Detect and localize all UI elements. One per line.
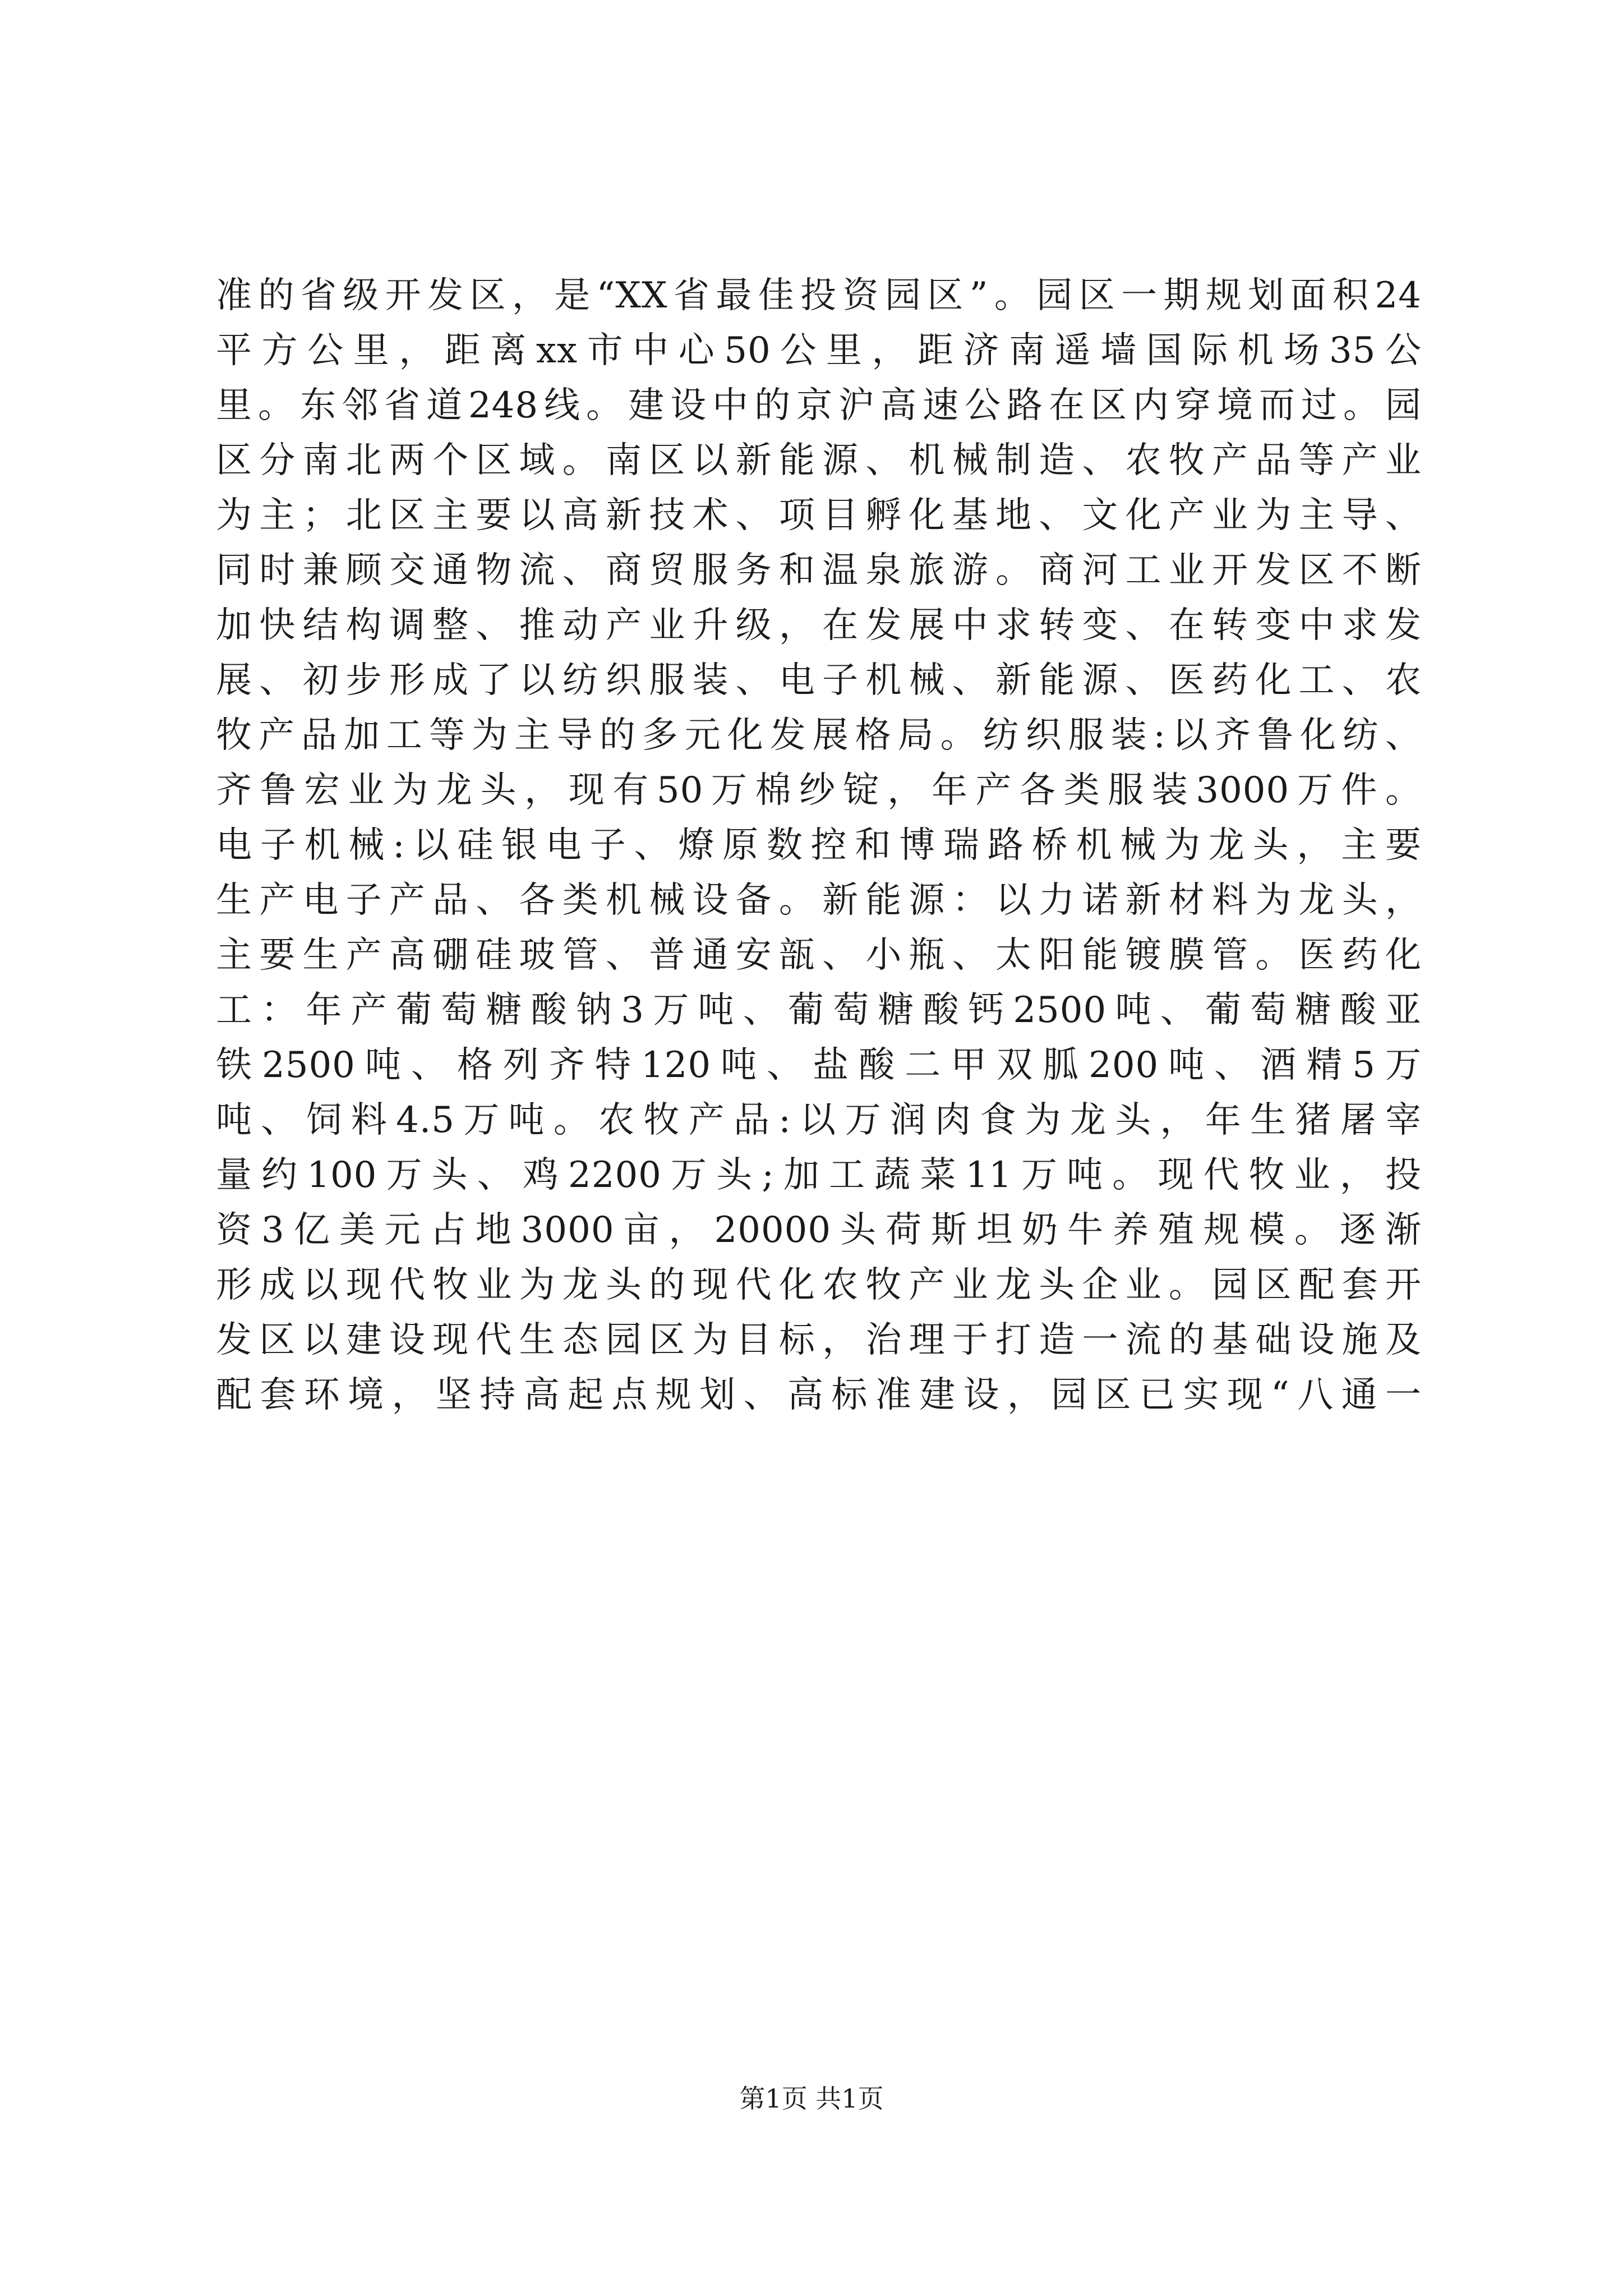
- text-line: 资3亿美元占地3000亩，20000头荷斯坦奶牛养殖规模。逐渐: [216, 1209, 1422, 1251]
- text-line: 主要生产高硼硅玻管、普通安瓿、小瓶、太阳能镀膜管。医药化: [216, 935, 1422, 976]
- text-line: 生产电子产品、各类机械设备。新能源：以力诺新材料为龙头，: [216, 880, 1422, 921]
- text-line: 吨、饲料4.5万吨。农牧产品:以万润肉食为龙头，年生猪屠宰: [216, 1099, 1422, 1141]
- text-line: 加快结构调整、推动产业升级，在发展中求转变、在转变中求发: [216, 605, 1422, 646]
- text-line: 区分南北两个区域。南区以新能源、机械制造、农牧产品等产业: [216, 440, 1422, 481]
- text-line: 电子机械:以硅银电子、燎原数控和博瑞路桥机械为龙头，主要: [216, 825, 1422, 866]
- text-line: 同时兼顾交通物流、商贸服务和温泉旅游。商河工业开发区不断: [216, 550, 1422, 591]
- page-number-label: 第1页 共1页: [739, 2083, 884, 2114]
- text-line: 工：年产葡萄糖酸钠3万吨、葡萄糖酸钙2500吨、葡萄糖酸亚: [216, 990, 1422, 1031]
- text-line: 里。东邻省道248线。建设中的京沪高速公路在区内穿境而过。园: [216, 385, 1422, 426]
- text-line: 齐鲁宏业为龙头，现有50万棉纱锭，年产各类服装3000万件。: [216, 770, 1422, 811]
- text-line: 发区以建设现代生态园区为目标，治理于打造一流的基础设施及: [216, 1319, 1422, 1361]
- text-line: 铁2500吨、格列齐特120吨、盐酸二甲双胍200吨、酒精5万: [216, 1045, 1422, 1086]
- text-line: 配套环境，坚持高起点规划、高标准建设，园区已实现“八通一: [216, 1374, 1422, 1416]
- body-paragraph: [216, 268, 1422, 1423]
- page-footer: [0, 2078, 1623, 2115]
- text-line: 形成以现代牧业为龙头的现代化农牧产业龙头企业。园区配套开: [216, 1264, 1422, 1306]
- text-line: 为主；北区主要以高新技术、项目孵化基地、文化产业为主导、: [216, 495, 1422, 536]
- text-line: 牧产品加工等为主导的多元化发展格局。纺织服装:以齐鲁化纺、: [216, 715, 1422, 756]
- text-line: 准的省级开发区，是“XX省最佳投资园区”。园区一期规划面积24: [216, 275, 1422, 316]
- text-line: 量约100万头、鸡2200万头;加工蔬菜11万吨。现代牧业，投: [216, 1154, 1422, 1196]
- text-line: 平方公里，距离xx市中心50公里，距济南遥墙国际机场35公: [216, 330, 1422, 371]
- text-line: 展、初步形成了以纺织服装、电子机械、新能源、医药化工、农: [216, 660, 1422, 701]
